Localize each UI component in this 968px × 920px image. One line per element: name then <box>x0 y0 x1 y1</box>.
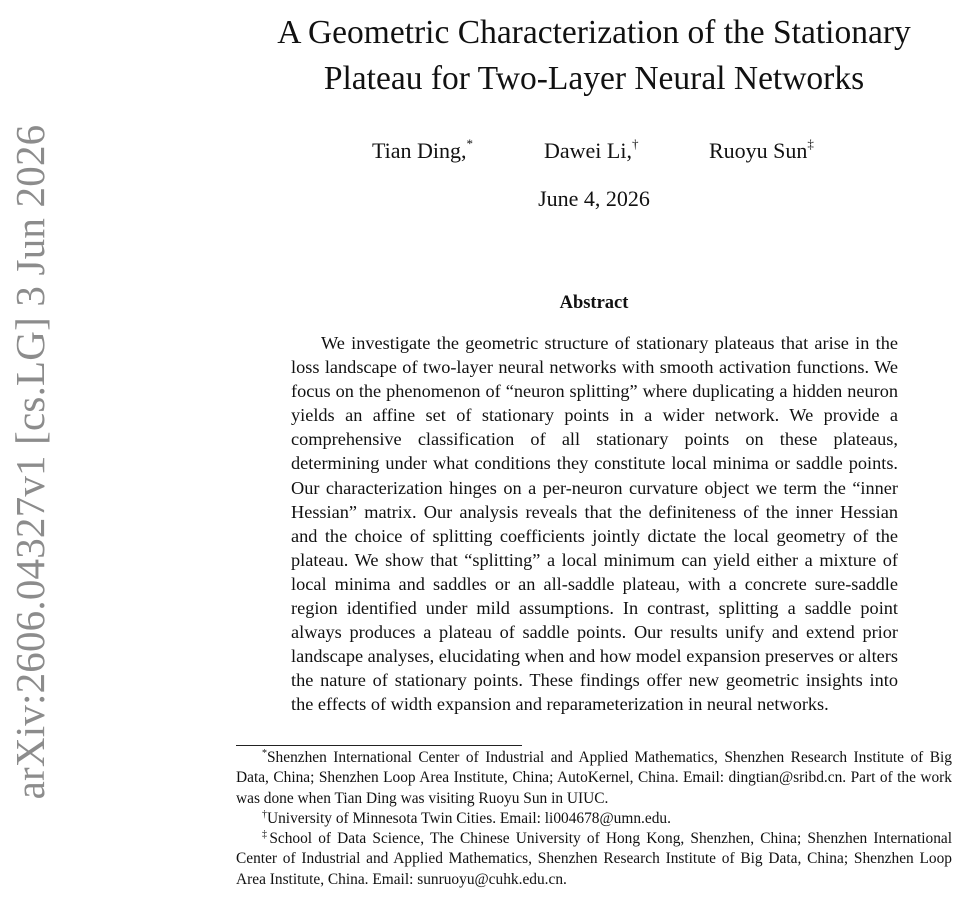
title-line: Plateau for Two-Layer Neural Networks <box>323 60 865 97</box>
footnote-mark: † <box>262 808 267 820</box>
footnote-text: University of Minnesota Twin Cities. Email: li004678@umn.edu. <box>267 809 671 827</box>
author-footnote-mark: † <box>631 136 639 151</box>
footnote <box>236 748 952 809</box>
footnote <box>236 829 952 890</box>
paper-date: June 4, 2026 <box>538 186 650 211</box>
author <box>372 138 473 164</box>
author <box>709 138 814 164</box>
abstract-text: We investigate the geometric structure of stationary plateaus that arise in the loss landscape of two-layer neural networks with smooth activation functions. We focus on the phenomenon of “neuron splitting” where duplicating a hidden neuron yields an affine set of stationary points in a wider network. We provide a comprehensive classification of all stationary points on these plateaus, determining under what conditions they constitute local minima or saddle points. Our characterization hinges on a per-neuron curvature object we term the “inner Hessian” matrix. Our analysis reveals that the definiteness of the inner Hessian and the choice of splitting coefficients jointly dictate the local geometry of the plateau. We show that “splitting” a local minimum can yield either a mixture of local minima and saddles or an all-saddle plateau, with a concrete sure-saddle region identified under mild assumptions. In contrast, splitting a saddle point always produces a plateau of saddle points. Our results unify and extend prior landscape analyses, elucidating when and how model expansion preserves or alters the nature of stationary points. These findings offer new geometric insights into the effects of width expansion and reparameterization in neural networks. <box>291 333 898 715</box>
author <box>544 138 638 164</box>
author-name: Ruoyu Sun <box>709 138 808 163</box>
footnote-mark: ‡ <box>262 829 270 841</box>
footnote-divider <box>236 745 522 746</box>
footnote-text: Shenzhen International Center of Industrial and Applied Mathematics, Shenzhen Research Institute of Big Data, China; Shenzhen Loop Area Institute, China; AutoKernel, China. Email: dingtian@sribd.cn. Part of the work was done when Tian Ding was visiting Ruoyu Sun in UIUC. <box>236 749 952 807</box>
arxiv-identifier: arXiv:2606.04327v1 [cs.LG] 3 Jun 2026 <box>7 124 53 800</box>
abstract-heading: Abstract <box>559 293 629 313</box>
title-line: A Geometric Characterization of the Stationary <box>277 14 911 51</box>
footnotes <box>236 748 952 890</box>
paper-title <box>220 10 968 102</box>
author-name: Dawei Li, <box>544 138 632 163</box>
footnote-text: School of Data Science, The Chinese University of Hong Kong, Shenzhen, China; Shenzhen International Center of Industrial and Applied Mathematics, Shenzhen Research Institute of Big Data, China; Shenzhen Loop Area Institute, China. Email: sunruoyu@cuhk.edu.cn. <box>236 830 953 888</box>
arxiv-sidebar <box>0 0 60 920</box>
author-list <box>220 138 968 166</box>
author-name: Tian Ding, <box>372 138 467 163</box>
footnote <box>236 809 952 829</box>
footnote-mark: * <box>262 748 267 759</box>
author-footnote-mark: ‡ <box>807 136 814 151</box>
author-footnote-mark: * <box>466 136 474 151</box>
